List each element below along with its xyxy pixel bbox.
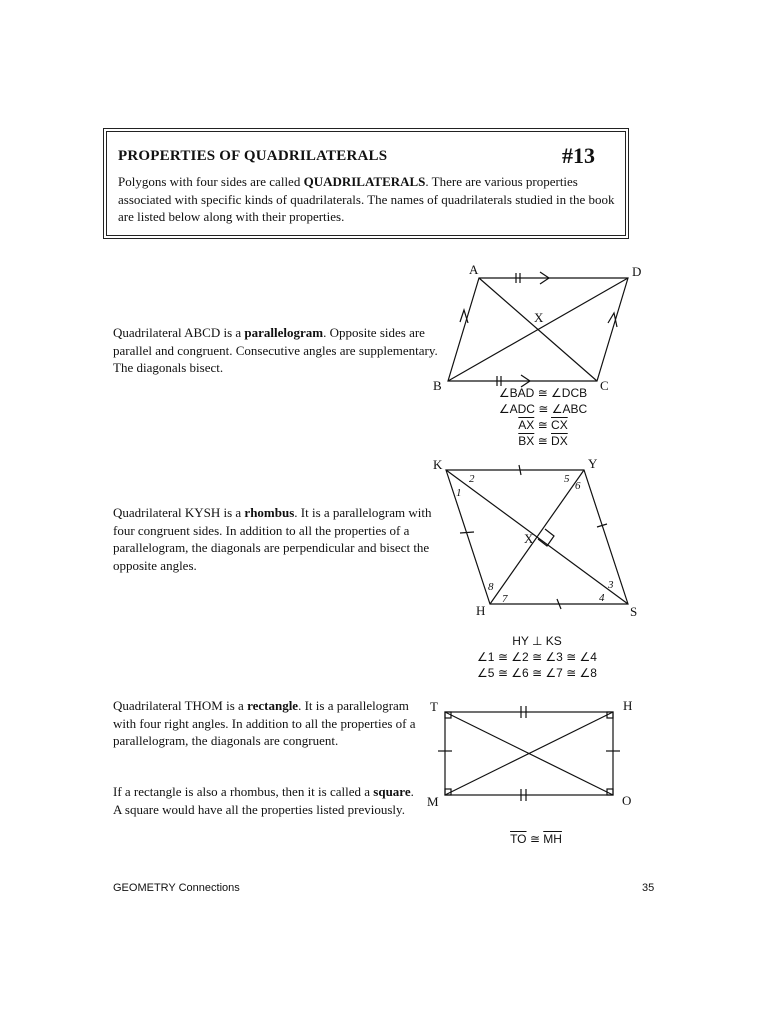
angle-1: 1 [456,487,462,499]
parallelogram-text: Quadrilateral ABCD is a parallelogram. Opposite sides are parallel and congruent. Consecutive angles are supplementary. The diagonals bisect. [113,325,438,375]
angle-7: 7 [502,593,508,605]
label-H-rectangle: H [623,698,633,713]
property-line: ∠BAD ≅ ∠DCB [498,386,588,400]
property-line: $\overline{AX}$ ≅ $\overline{CX}$ [518,418,568,432]
label-O: O [622,793,632,808]
property-line: $\overline{TO}$ ≅ $\overline{MH}$ [510,832,562,846]
angle-6: 6 [575,480,581,492]
parallelogram-properties [478,385,608,449]
angle-2: 2 [469,473,475,485]
parallelogram-diagonal-bd [448,278,628,381]
label-T: T [430,699,438,714]
label-H-rhombus: H [476,603,486,618]
page-number: 35 [642,882,655,894]
section-number: #13 [562,143,595,168]
rhombus-term: rhombus [244,505,295,520]
label-D: D [632,264,642,279]
rectangle-term: rectangle [247,698,299,713]
square-text: If a rectangle is also a rhombus, then it is called a square. A square would have all the properties listed previously. [113,784,414,817]
rhombus-diagonal-hy [490,470,584,604]
rhombus-text: Quadrilateral KYSH is a rhombus. It is a parallelogram with four congruent sides. In addition to all the properties of a parallelogram, the diagonals are perpendicular and bisect the opposite angles. [113,505,432,573]
angle-3: 3 [608,579,614,591]
angle-4: 4 [599,592,605,604]
property-line: $\overline{BX}$ ≅ $\overline{DX}$ [518,434,568,448]
label-X-rhombus: X [524,531,534,546]
property-line: ∠ADC ≅ ∠ABC [498,402,588,416]
parallelogram-term: parallelogram [244,325,324,340]
page-title: PROPERTIES OF QUADRILATERALS [118,148,388,164]
rectangle-text: Quadrilateral THOM is a rectangle. It is a parallelogram with four right angles. In addition to all the properties of a parallelogram, the diagonals are congruent. [113,698,416,748]
square-term: square [373,784,411,799]
angle-8: 8 [488,581,494,593]
rhombus-properties [462,633,612,681]
label-K: K [433,457,443,472]
angle-5: 5 [564,473,570,485]
label-C: C [600,378,609,393]
footer-book-title: GEOMETRY Connections [113,882,240,894]
property-line: ∠5 ≅ ∠6 ≅ ∠7 ≅ ∠8 [477,666,597,680]
rectangle-properties [486,831,586,847]
label-M: M [427,794,439,809]
label-A: A [469,262,479,277]
intro-text: Polygons with four sides are called QUADRILATERALS. There are various properties associated with specific kinds of quadrilaterals. The names of quadrilaterals studied in the book are listed below along with their properties. [118,174,615,224]
label-Y: Y [588,456,598,471]
label-B: B [433,378,442,393]
label-X-parallelogram: X [534,310,544,325]
property-line: ∠1 ≅ ∠2 ≅ ∠3 ≅ ∠4 [477,650,597,664]
property-line: HY ⊥ KS [512,634,562,648]
label-S: S [630,604,638,619]
